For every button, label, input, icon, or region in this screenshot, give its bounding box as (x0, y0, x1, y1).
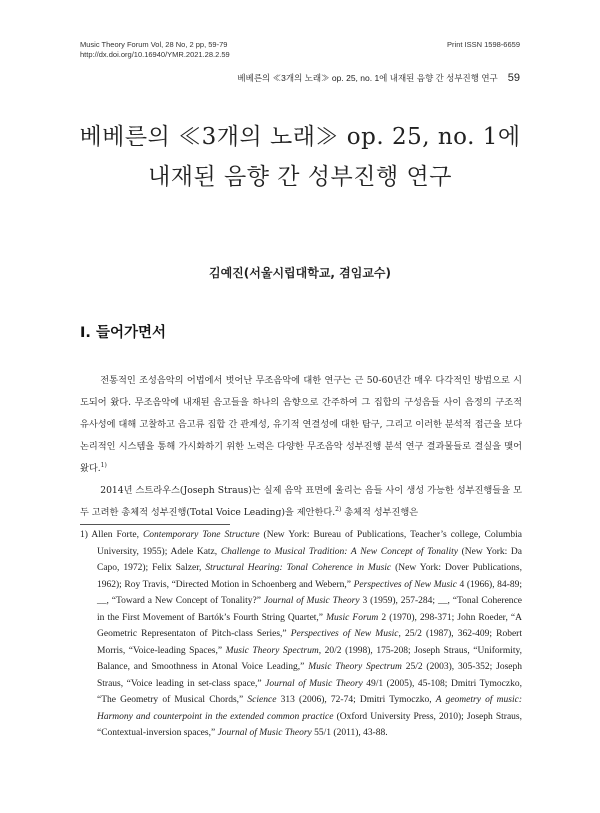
fn-seg: (Oxford University Press, 2010); Joseph Straus, “Contextual-inversion spaces,” (97, 711, 523, 738)
fn-seg: 2 (1970), 298-371; John Roeder, “A Geometric Representaton of Pitch-class Series,” (97, 612, 523, 639)
fn-title: Music Theory Spectrum, (225, 645, 322, 656)
footnote-divider (80, 524, 230, 525)
fn-title: Structural Hearing: Tonal Coherence in Music (205, 563, 392, 573)
fn-seg: 25/2 (2003), 305-352; Joseph Straus, “Voice leading in set-class space,” (97, 662, 522, 689)
article-title-line1: 베베른의 ≪3개의 노래≫ op. 25, no. 1에 (79, 124, 521, 150)
fn-seg: 1) Allen Forte, (80, 530, 143, 540)
doi-link[interactable]: http://dx.doi.org/10.16940/YMR.2021.28.2.59 (80, 50, 230, 59)
fn-title: Journal of Music Theory (263, 596, 360, 606)
fn-seg: 49/1 (2005), 45-108; Dmitri Tymoczko, “The Geometry of Musical Chords,” (97, 678, 522, 705)
fn-seg: , 25/2 (1987), 362-409; Robert Morris, “Voice-leading Spaces,” (97, 629, 522, 656)
fn-seg: (New York: Bureau of Publications, Teacher’s college, Columbia University, 1955); Adele Katz, (97, 530, 522, 557)
fn-seg: (New York: Dover Publications, 1962); Roy Travis, “Directed Motion in Schoenberg and Webern,” (97, 563, 522, 590)
fn-title: Challenge to Musical Tradition: A New Concept of Tonality (220, 546, 458, 557)
fn-seg: 3 (1959), 257-284; __, “Tonal Coherence in the First Movement of Bartók’s Fourth String Quartet,” (97, 596, 522, 623)
author-affiliation: 김예진(서울시립대학교, 겸임교수) (209, 266, 391, 280)
fn-title: Journal of Music Theory (265, 678, 363, 689)
issn-label: Print ISSN 1598-6659 (447, 40, 520, 49)
footnote-1 (80, 527, 522, 742)
fn-title: Perspectives of New Music (353, 579, 457, 590)
paragraph-2-tail: 총체적 성부진행은 (341, 507, 419, 518)
fn-title: Perspectives of New Music (290, 629, 399, 639)
fn-title: Music Theory Spectrum (308, 662, 402, 672)
fn-seg: 4 (1966), 84-89; __, “Toward a New Concept of Tonality?” (97, 579, 522, 606)
fn-seg: 313 (2006), 72-74; Dmitri Tymoczko, (276, 695, 436, 705)
body-paragraph-1 (80, 370, 522, 480)
paragraph-1 (80, 370, 522, 480)
paragraph-2-text: 2014년 스트라우스(Joseph Straus)는 실제 음악 표면에 울리는 음들 사이 생성 가능한 성부진행들을 모두 고려한 총체적 성부진행(Total Voice Leading)을 제안한다. (80, 485, 522, 518)
section-heading: I. 들어가면서 (80, 325, 166, 341)
fn-seg: 55/1 (2011), 43-88. (311, 728, 388, 738)
fn-title: Journal of Music Theory (217, 728, 312, 738)
fn-seg: (New York: Da Capo, 1972); Felix Salzer, (97, 546, 522, 573)
fn-title: A geometry of music: Harmony and counterpoint in the extended common practice (97, 695, 522, 722)
footnotes (80, 527, 522, 742)
running-title: 베베른의 ≪3개의 노래≫ op. 25, no. 1에 내재된 음향 간 성부진행 연구 (237, 73, 498, 83)
journal-citation: Music Theory Forum Vol, 28 No, 2 pp, 59-79 (80, 40, 228, 49)
paragraph-1-text: 전통적인 조성음악의 어법에서 벗어난 무조음악에 대한 연구는 근 50-60년간 매우 다각적인 방법으로 시도되어 왔다. 무조음악에 내재된 음고들을 하나의 음향으로 간주하여 그 집합의 구성음들 사이 음정의 구조적 유사성에 대해 고찰하고 음고류 집합 간 관계성, 유기적 연결성에 대한 탐구, 그리고 이러한 분석적 접근을 보다 논리적인 시스템을 통해 가시화하기 위한 노력은 다양한 무조음악 성부진행 분석 연구 결과물들로 결실을 맺어왔다. (80, 375, 522, 474)
fn-seg: 20/2 (1998), 175-208; Joseph Straus, “Uniformity, Balance, and Smoothness in Atonal Voice Leading,” (97, 645, 522, 672)
fn-title: Science (247, 695, 277, 705)
page-number: 59 (507, 72, 520, 84)
fn-title: Contemporary Tone Structure (142, 530, 260, 540)
paragraph-2 (80, 480, 522, 524)
body-paragraph-2 (80, 480, 522, 524)
journal-meta (80, 40, 230, 60)
article-title-line2: 내재된 음향 간 성부진행 연구 (148, 164, 452, 190)
footnote-ref-2[interactable]: 2) (335, 505, 342, 513)
running-head (237, 72, 520, 84)
footnote-ref-1[interactable]: 1) (100, 461, 107, 469)
fn-title: Music Forum (326, 612, 379, 623)
